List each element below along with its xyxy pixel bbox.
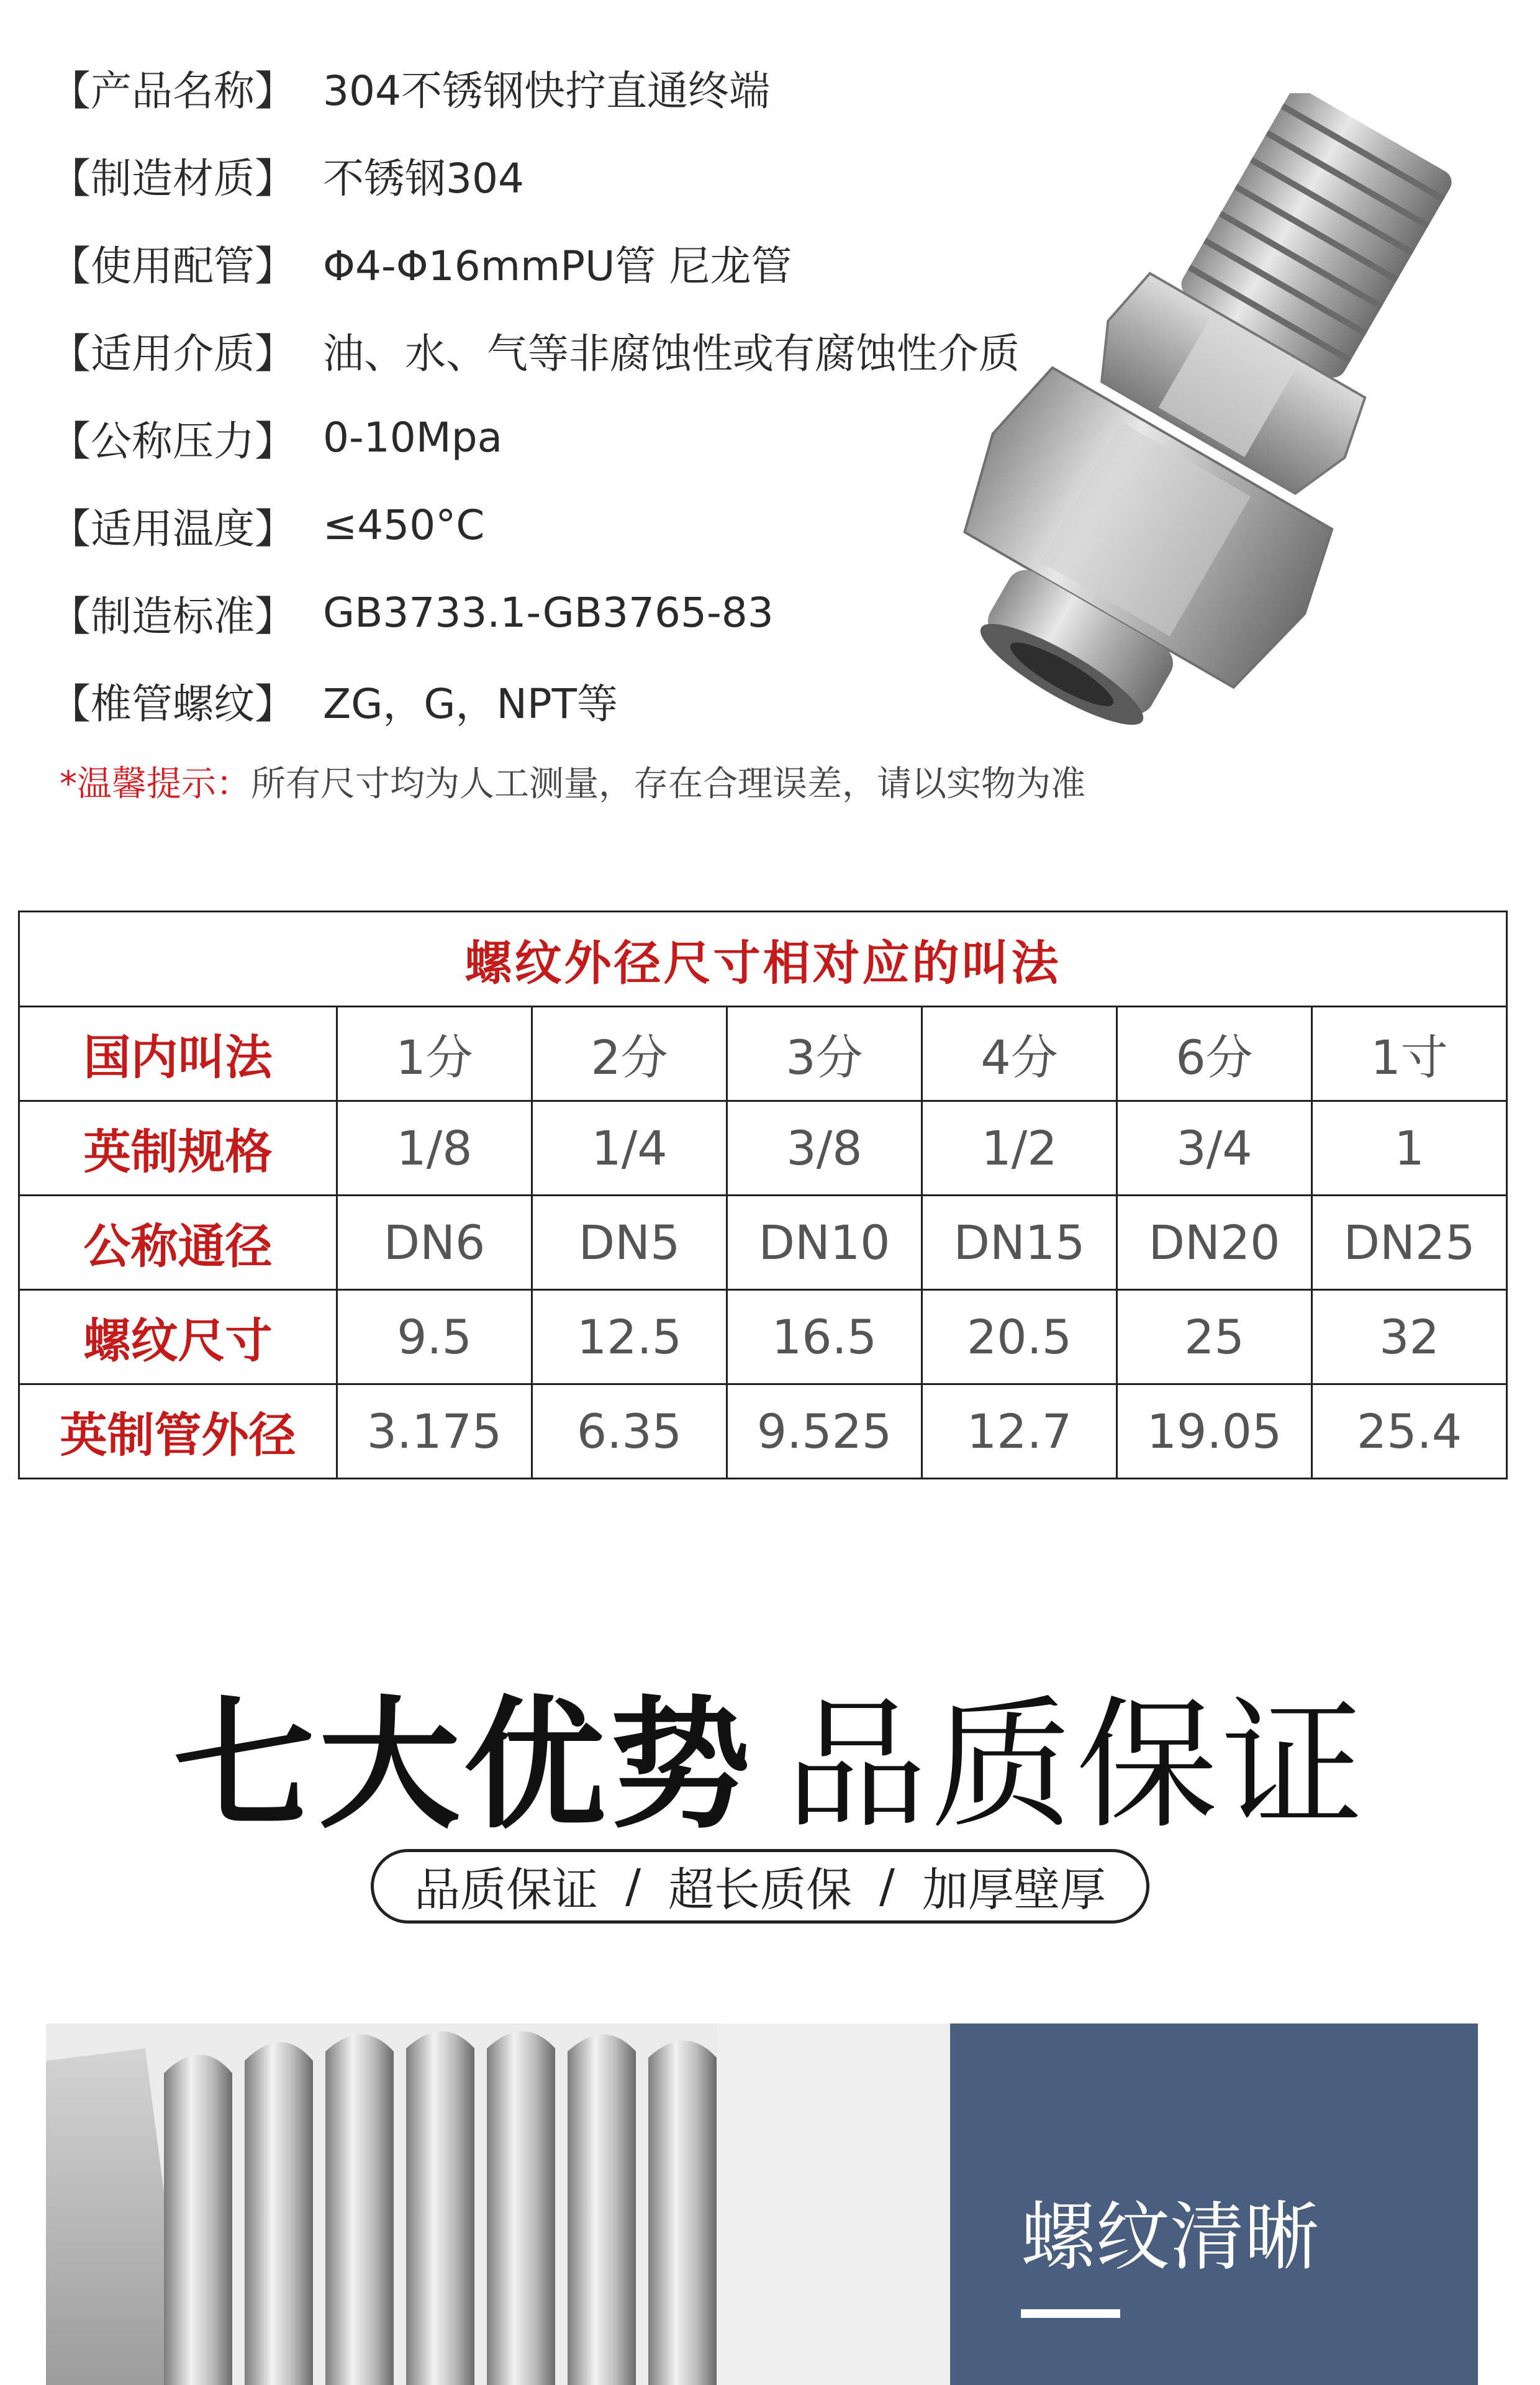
table-cell: 3.175 bbox=[337, 1384, 532, 1479]
spec-label: 【制造材质】 bbox=[50, 155, 296, 202]
table-cell: 4分 bbox=[922, 1007, 1117, 1101]
tip-text: 所有尺寸均为人工测量，存在合理误差，请以实物为准 bbox=[251, 764, 1085, 804]
table-cell: DN15 bbox=[922, 1196, 1117, 1290]
feature-title: 螺纹清晰 bbox=[1021, 2194, 1319, 2281]
table-cell: 1分 bbox=[337, 1007, 532, 1101]
spec-label: 【适用温度】 bbox=[50, 505, 296, 553]
product-image bbox=[931, 93, 1490, 739]
table-cell: 32 bbox=[1312, 1290, 1507, 1384]
spec-row-thread bbox=[50, 656, 1074, 744]
spec-value: 304不锈钢快拧直通终端 bbox=[323, 67, 770, 115]
table-cell: 1/2 bbox=[922, 1101, 1117, 1196]
table-row bbox=[19, 1290, 1507, 1384]
spec-value: 0-10Mpa bbox=[323, 414, 503, 461]
advantage-tags bbox=[371, 1849, 1149, 1924]
tag-thick-wall: 加厚壁厚 bbox=[922, 1863, 1106, 1917]
tag-warranty: 超长质保 bbox=[668, 1863, 852, 1917]
advantages-headline bbox=[0, 1652, 1540, 1855]
feature-panel bbox=[950, 2024, 1478, 2385]
spec-value: ≤450°C bbox=[323, 501, 485, 549]
table-cell: 9.525 bbox=[727, 1384, 922, 1479]
table-cell: 6.35 bbox=[532, 1384, 727, 1479]
tip-note bbox=[60, 756, 1085, 806]
table-cell: 6分 bbox=[1117, 1007, 1312, 1101]
row-head: 英制管外径 bbox=[19, 1384, 337, 1479]
tag-separator: / bbox=[625, 1860, 641, 1913]
spec-row-product-name bbox=[50, 43, 1074, 131]
spec-label: 【使用配管】 bbox=[50, 242, 296, 290]
table-cell: 3分 bbox=[727, 1007, 922, 1101]
spec-row-tubing bbox=[50, 219, 1074, 306]
table-row bbox=[19, 1101, 1507, 1196]
row-head: 螺纹尺寸 bbox=[19, 1290, 337, 1384]
table-cell: 16.5 bbox=[727, 1290, 922, 1384]
table-row bbox=[19, 1007, 1507, 1101]
tip-label: *温馨提示： bbox=[60, 764, 251, 804]
spec-label: 【适用介质】 bbox=[50, 330, 296, 378]
fitting-illustration bbox=[931, 93, 1490, 739]
table-cell: 12.5 bbox=[532, 1290, 727, 1384]
spec-label: 【产品名称】 bbox=[50, 67, 296, 115]
table-cell: 1 bbox=[1312, 1101, 1507, 1196]
table-cell: 1/8 bbox=[337, 1101, 532, 1196]
spec-row-pressure bbox=[50, 394, 1074, 481]
spec-row-temperature bbox=[50, 481, 1074, 569]
spec-label: 【制造标准】 bbox=[50, 593, 296, 640]
table-cell: 20.5 bbox=[922, 1290, 1117, 1384]
tag-quality: 品质保证 bbox=[414, 1863, 599, 1917]
spec-value: 不锈钢304 bbox=[323, 155, 524, 202]
thread-closeup-illustration bbox=[46, 2024, 950, 2385]
spec-row-standard bbox=[50, 569, 1074, 656]
tag-separator: / bbox=[879, 1860, 895, 1913]
size-table-grid bbox=[18, 911, 1508, 1479]
row-head: 国内叫法 bbox=[19, 1007, 337, 1101]
table-cell: 1寸 bbox=[1312, 1007, 1507, 1101]
table-cell: 25 bbox=[1117, 1290, 1312, 1384]
table-cell: DN10 bbox=[727, 1196, 922, 1290]
table-cell: 12.7 bbox=[922, 1384, 1117, 1479]
spec-value: GB3733.1-GB3765-83 bbox=[323, 589, 774, 637]
headline-light: 品质保证 bbox=[786, 1683, 1367, 1848]
table-title: 螺纹外径尺寸相对应的叫法 bbox=[19, 912, 1507, 1007]
row-head: 英制规格 bbox=[19, 1101, 337, 1196]
table-row bbox=[19, 1196, 1507, 1290]
row-head: 公称通径 bbox=[19, 1196, 337, 1290]
table-cell: DN25 bbox=[1312, 1196, 1507, 1290]
thread-closeup-image bbox=[46, 2024, 950, 2385]
table-cell: 2分 bbox=[532, 1007, 727, 1101]
spec-label: 【椎管螺纹】 bbox=[50, 680, 296, 728]
spec-value: 油、水、气等非腐蚀性或有腐蚀性介质 bbox=[323, 330, 1020, 378]
table-cell: 9.5 bbox=[337, 1290, 532, 1384]
spec-label: 【公称压力】 bbox=[50, 417, 296, 465]
headline-strong: 七大优势 bbox=[173, 1683, 754, 1848]
table-cell: DN6 bbox=[337, 1196, 532, 1290]
spec-row-medium bbox=[50, 306, 1074, 394]
table-cell: 3/8 bbox=[727, 1101, 922, 1196]
spec-list bbox=[50, 43, 1074, 744]
table-cell: DN20 bbox=[1117, 1196, 1312, 1290]
spec-value: Φ4-Φ16mmPU管 尼龙管 bbox=[323, 242, 792, 290]
feature-underline bbox=[1021, 2309, 1120, 2318]
spec-value: ZG，G，NPT等 bbox=[323, 680, 618, 728]
table-row bbox=[19, 1384, 1507, 1479]
table-cell: 1/4 bbox=[532, 1101, 727, 1196]
spec-row-material bbox=[50, 131, 1074, 219]
table-cell: DN5 bbox=[532, 1196, 727, 1290]
table-cell: 3/4 bbox=[1117, 1101, 1312, 1196]
table-cell: 25.4 bbox=[1312, 1384, 1507, 1479]
size-table bbox=[18, 911, 1507, 1479]
table-cell: 19.05 bbox=[1117, 1384, 1312, 1479]
table-title-row bbox=[19, 912, 1507, 1007]
